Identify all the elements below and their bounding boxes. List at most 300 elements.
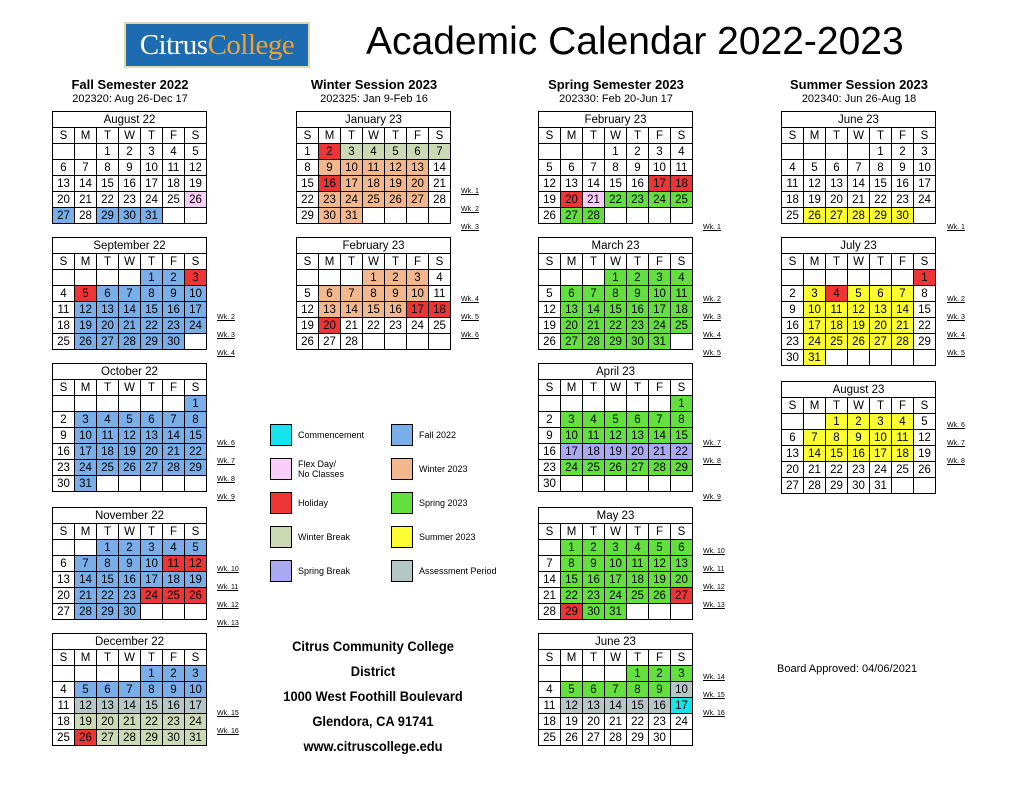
week-number-link[interactable]: Wk. 8: [703, 458, 721, 465]
week-number-link[interactable]: Wk. 10: [703, 548, 725, 555]
legend-label: Winter 2023: [419, 464, 468, 474]
day-cell: 17: [870, 446, 892, 462]
day-cell: 22: [671, 444, 693, 460]
week-number-link[interactable]: Wk. 2: [703, 296, 721, 303]
day-cell: 21: [119, 714, 141, 730]
day-cell: 13: [407, 160, 429, 176]
month-name: April 23: [539, 364, 693, 380]
day-cell: 15: [297, 176, 319, 192]
week-number-link[interactable]: Wk. 3: [703, 314, 721, 321]
day-cell: 12: [605, 428, 627, 444]
day-cell: 20: [97, 714, 119, 730]
week-number-link[interactable]: Wk. 3: [461, 224, 479, 231]
week-number-link[interactable]: Wk. 2: [217, 314, 235, 321]
empty-day-cell: [53, 144, 75, 160]
day-cell: 2: [583, 540, 605, 556]
day-cell: 28: [848, 208, 870, 224]
day-cell: 13: [782, 446, 804, 462]
day-cell: 24: [649, 192, 671, 208]
day-cell: 3: [605, 540, 627, 556]
week-number-link[interactable]: Wk. 8: [947, 458, 965, 465]
day-cell: 4: [826, 286, 848, 302]
day-cell: 26: [649, 588, 671, 604]
day-cell: 26: [75, 730, 97, 746]
day-cell: 21: [163, 444, 185, 460]
day-cell: 19: [297, 318, 319, 334]
day-cell: 20: [826, 192, 848, 208]
day-cell: 23: [119, 192, 141, 208]
day-cell: 19: [185, 572, 207, 588]
weekday-header: W: [119, 128, 141, 144]
day-cell: 7: [119, 286, 141, 302]
day-cell: 15: [97, 572, 119, 588]
day-cell: 21: [583, 318, 605, 334]
week-number-link[interactable]: Wk. 9: [703, 494, 721, 501]
day-cell: 28: [892, 334, 914, 350]
legend-label: Holiday: [298, 498, 329, 508]
day-cell: 21: [583, 192, 605, 208]
day-cell: 25: [671, 318, 693, 334]
empty-day-cell: [75, 270, 97, 286]
day-cell: 9: [627, 160, 649, 176]
week-number-link[interactable]: Wk. 4: [947, 332, 965, 339]
day-cell: 12: [539, 302, 561, 318]
day-cell: 30: [627, 334, 649, 350]
day-cell: 9: [163, 682, 185, 698]
day-cell: 9: [848, 430, 870, 446]
day-cell: 20: [671, 572, 693, 588]
day-cell: 6: [97, 286, 119, 302]
semester-subtitle: 202340: Jun 26-Aug 18: [801, 93, 917, 105]
empty-day-cell: [185, 476, 207, 492]
weekday-header: W: [605, 128, 627, 144]
week-number-link[interactable]: Wk. 6: [947, 422, 965, 429]
day-cell: 26: [561, 730, 583, 746]
day-cell: 4: [539, 682, 561, 698]
week-number-link[interactable]: Wk. 16: [217, 728, 239, 735]
day-cell: 5: [561, 682, 583, 698]
empty-day-cell: [319, 270, 341, 286]
week-number-link[interactable]: Wk. 5: [461, 314, 479, 321]
day-cell: 26: [848, 334, 870, 350]
day-cell: 24: [341, 192, 363, 208]
weekday-header: T: [583, 650, 605, 666]
day-cell: 11: [53, 698, 75, 714]
day-cell: 5: [385, 144, 407, 160]
weekday-header: S: [539, 524, 561, 540]
day-cell: 17: [649, 176, 671, 192]
legend-swatch: [270, 560, 292, 582]
week-number-link[interactable]: Wk. 9: [217, 494, 235, 501]
week-number-link[interactable]: Wk. 15: [217, 710, 239, 717]
weekday-header: W: [605, 524, 627, 540]
day-cell: 20: [561, 318, 583, 334]
day-cell: 3: [185, 270, 207, 286]
board-approved-note: Board Approved: 04/06/2021: [777, 663, 918, 675]
day-cell: 1: [561, 540, 583, 556]
day-cell: 16: [848, 446, 870, 462]
day-cell: 9: [583, 556, 605, 572]
empty-day-cell: [627, 208, 649, 224]
day-cell: 6: [782, 430, 804, 446]
day-cell: 3: [561, 412, 583, 428]
empty-day-cell: [914, 350, 936, 366]
week-number-link[interactable]: Wk. 1: [461, 188, 479, 195]
day-cell: 16: [649, 698, 671, 714]
empty-day-cell: [163, 396, 185, 412]
empty-day-cell: [385, 208, 407, 224]
day-cell: 2: [627, 270, 649, 286]
day-cell: 21: [75, 192, 97, 208]
day-cell: 14: [75, 572, 97, 588]
week-number-link[interactable]: Wk. 3: [217, 332, 235, 339]
day-cell: 26: [185, 588, 207, 604]
day-cell: 10: [649, 160, 671, 176]
day-cell: 12: [649, 556, 671, 572]
day-cell: 1: [826, 414, 848, 430]
empty-day-cell: [826, 144, 848, 160]
weekday-header: T: [97, 650, 119, 666]
semester-subtitle: 202330: Feb 20-Jun 17: [559, 93, 673, 105]
weekday-header: S: [185, 650, 207, 666]
day-cell: 8: [561, 556, 583, 572]
day-cell: 15: [141, 698, 163, 714]
day-cell: 16: [583, 572, 605, 588]
day-cell: 22: [870, 192, 892, 208]
empty-day-cell: [826, 350, 848, 366]
day-cell: 2: [163, 666, 185, 682]
day-cell: 1: [141, 270, 163, 286]
week-number-link[interactable]: Wk. 2: [947, 296, 965, 303]
empty-day-cell: [892, 270, 914, 286]
weekday-header: T: [627, 650, 649, 666]
day-cell: 22: [605, 318, 627, 334]
empty-day-cell: [429, 334, 451, 350]
day-cell: 7: [605, 682, 627, 698]
empty-day-cell: [163, 476, 185, 492]
week-number-link[interactable]: Wk. 5: [703, 350, 721, 357]
week-number-link[interactable]: Wk. 12: [217, 602, 239, 609]
day-cell: 2: [163, 270, 185, 286]
weekday-header: S: [53, 254, 75, 270]
day-cell: 17: [185, 698, 207, 714]
day-cell: 9: [627, 286, 649, 302]
day-cell: 20: [561, 192, 583, 208]
day-cell: 11: [97, 428, 119, 444]
weekday-header: M: [75, 380, 97, 396]
day-cell: 9: [385, 286, 407, 302]
day-cell: 16: [782, 318, 804, 334]
day-cell: 3: [185, 666, 207, 682]
month-name: February 23: [297, 238, 451, 254]
day-cell: 15: [627, 698, 649, 714]
weekday-header: S: [185, 254, 207, 270]
day-cell: 23: [319, 192, 341, 208]
day-cell: 21: [804, 462, 826, 478]
day-cell: 18: [671, 176, 693, 192]
day-cell: 12: [297, 302, 319, 318]
weekday-header: F: [407, 128, 429, 144]
day-cell: 5: [75, 682, 97, 698]
day-cell: 31: [649, 334, 671, 350]
address-block: [276, 634, 469, 759]
day-cell: 14: [848, 176, 870, 192]
day-cell: 27: [627, 460, 649, 476]
empty-day-cell: [539, 396, 561, 412]
empty-day-cell: [561, 476, 583, 492]
logo-text-college: College: [207, 28, 295, 61]
semester-subtitle: 202325: Jan 9-Feb 16: [320, 93, 428, 105]
day-cell: 7: [163, 412, 185, 428]
day-cell: 23: [583, 588, 605, 604]
day-cell: 30: [892, 208, 914, 224]
month-name: March 23: [539, 238, 693, 254]
day-cell: 4: [892, 414, 914, 430]
day-cell: 2: [782, 286, 804, 302]
empty-day-cell: [429, 208, 451, 224]
weekday-header: T: [141, 254, 163, 270]
day-cell: 10: [75, 428, 97, 444]
day-cell: 25: [429, 318, 451, 334]
day-cell: 18: [53, 318, 75, 334]
day-cell: 12: [804, 176, 826, 192]
weekday-header: T: [141, 128, 163, 144]
day-cell: 13: [583, 698, 605, 714]
week-number-link[interactable]: Wk. 6: [461, 332, 479, 339]
weekday-header: S: [53, 380, 75, 396]
day-cell: 8: [97, 160, 119, 176]
empty-day-cell: [892, 350, 914, 366]
weekday-header: T: [97, 128, 119, 144]
day-cell: 24: [185, 318, 207, 334]
week-number-link[interactable]: Wk. 15: [703, 692, 725, 699]
empty-day-cell: [627, 476, 649, 492]
day-cell: 27: [870, 334, 892, 350]
weekday-header: T: [583, 380, 605, 396]
empty-day-cell: [649, 208, 671, 224]
week-number-link[interactable]: Wk. 13: [703, 602, 725, 609]
day-cell: 20: [53, 192, 75, 208]
day-cell: 19: [75, 714, 97, 730]
week-number-link[interactable]: Wk. 16: [703, 710, 725, 717]
week-number-link[interactable]: Wk. 1: [947, 224, 965, 231]
weekday-header: F: [407, 254, 429, 270]
week-number-link[interactable]: Wk. 11: [217, 584, 239, 591]
day-cell: 13: [671, 556, 693, 572]
day-cell: 27: [583, 730, 605, 746]
day-cell: 16: [539, 444, 561, 460]
day-cell: 8: [97, 556, 119, 572]
day-cell: 20: [782, 462, 804, 478]
day-cell: 7: [341, 286, 363, 302]
week-number-link[interactable]: Wk. 12: [703, 584, 725, 591]
day-cell: 10: [671, 682, 693, 698]
legend-swatch: [391, 492, 413, 514]
day-cell: 3: [870, 414, 892, 430]
day-cell: 30: [119, 604, 141, 620]
day-cell: 10: [870, 430, 892, 446]
day-cell: 19: [561, 714, 583, 730]
weekday-header: S: [671, 650, 693, 666]
day-cell: 20: [407, 176, 429, 192]
day-cell: 14: [649, 428, 671, 444]
week-number-link[interactable]: Wk. 10: [217, 566, 239, 573]
week-number-link[interactable]: Wk. 5: [947, 350, 965, 357]
day-cell: 25: [363, 192, 385, 208]
empty-day-cell: [385, 334, 407, 350]
weekday-header: S: [914, 128, 936, 144]
week-number-link[interactable]: Wk. 7: [947, 440, 965, 447]
winter-session-heading: [296, 78, 452, 106]
empty-day-cell: [804, 144, 826, 160]
legend-label: Assessment Period: [419, 566, 497, 576]
day-cell: 31: [75, 476, 97, 492]
day-cell: 27: [826, 208, 848, 224]
day-cell: 2: [319, 144, 341, 160]
district-name: Citrus Community College District: [292, 638, 454, 679]
weekday-header: F: [163, 650, 185, 666]
month-calendar: [52, 237, 207, 350]
week-number-link[interactable]: Wk. 6: [217, 440, 235, 447]
empty-day-cell: [627, 604, 649, 620]
day-cell: 15: [561, 572, 583, 588]
week-number-link[interactable]: Wk. 11: [703, 566, 725, 573]
semester-title: Spring Semester 2023: [548, 77, 684, 92]
day-cell: 11: [539, 698, 561, 714]
weekday-header: F: [649, 524, 671, 540]
day-cell: 23: [892, 192, 914, 208]
day-cell: 27: [671, 588, 693, 604]
day-cell: 14: [341, 302, 363, 318]
page-title: Academic Calendar 2022-2023: [366, 20, 904, 63]
weekday-header: M: [75, 254, 97, 270]
day-cell: 1: [870, 144, 892, 160]
week-number-link[interactable]: Wk. 4: [461, 296, 479, 303]
week-number-link[interactable]: Wk. 2: [461, 206, 479, 213]
month-name: October 22: [53, 364, 207, 380]
day-cell: 26: [385, 192, 407, 208]
empty-day-cell: [75, 396, 97, 412]
day-cell: 4: [163, 540, 185, 556]
day-cell: 10: [605, 556, 627, 572]
city-state-zip: Glendora, CA 91741: [312, 713, 434, 729]
weekday-header: M: [75, 128, 97, 144]
weekday-header: M: [75, 650, 97, 666]
empty-day-cell: [119, 396, 141, 412]
day-cell: 18: [782, 192, 804, 208]
empty-day-cell: [848, 350, 870, 366]
day-cell: 6: [561, 160, 583, 176]
day-cell: 18: [363, 176, 385, 192]
day-cell: 11: [429, 286, 451, 302]
month-name: August 23: [782, 382, 936, 398]
week-number-link[interactable]: Wk. 4: [703, 332, 721, 339]
day-cell: 11: [671, 286, 693, 302]
week-number-link[interactable]: Wk. 8: [217, 476, 235, 483]
month-calendar: [296, 111, 451, 224]
day-cell: 17: [914, 176, 936, 192]
weekday-header: S: [539, 650, 561, 666]
day-cell: 11: [671, 160, 693, 176]
day-cell: 19: [914, 446, 936, 462]
day-cell: 4: [671, 144, 693, 160]
empty-day-cell: [53, 540, 75, 556]
week-number-link[interactable]: Wk. 7: [703, 440, 721, 447]
day-cell: 29: [826, 478, 848, 494]
day-cell: 14: [804, 446, 826, 462]
day-cell: 22: [141, 318, 163, 334]
day-cell: 23: [782, 334, 804, 350]
empty-day-cell: [671, 334, 693, 350]
day-cell: 21: [341, 318, 363, 334]
weekday-header: W: [848, 254, 870, 270]
empty-day-cell: [185, 604, 207, 620]
weekday-header: W: [605, 650, 627, 666]
day-cell: 30: [782, 350, 804, 366]
day-cell: 3: [671, 666, 693, 682]
day-cell: 22: [297, 192, 319, 208]
day-cell: 23: [385, 318, 407, 334]
weekday-header: F: [649, 128, 671, 144]
week-number-link[interactable]: Wk. 3: [947, 314, 965, 321]
day-cell: 3: [914, 144, 936, 160]
week-number-link[interactable]: Wk. 4: [217, 350, 235, 357]
day-cell: 7: [848, 160, 870, 176]
weekday-header: S: [185, 128, 207, 144]
day-cell: 8: [141, 682, 163, 698]
weekday-header: S: [539, 254, 561, 270]
empty-day-cell: [53, 270, 75, 286]
day-cell: 5: [297, 286, 319, 302]
day-cell: 25: [671, 192, 693, 208]
day-cell: 15: [605, 302, 627, 318]
semester-title: Winter Session 2023: [310, 77, 438, 92]
day-cell: 24: [185, 714, 207, 730]
day-cell: 27: [407, 192, 429, 208]
day-cell: 3: [804, 286, 826, 302]
week-number-link[interactable]: Wk. 13: [217, 620, 239, 627]
website-link[interactable]: www.citruscollege.edu: [303, 738, 443, 754]
day-cell: 9: [119, 556, 141, 572]
week-number-link[interactable]: Wk. 7: [217, 458, 235, 465]
day-cell: 6: [53, 556, 75, 572]
weekday-header: F: [649, 380, 671, 396]
weekday-header: S: [539, 380, 561, 396]
day-cell: 30: [583, 604, 605, 620]
day-cell: 17: [671, 698, 693, 714]
month-calendar: [52, 507, 207, 620]
week-number-link[interactable]: Wk. 1: [703, 224, 721, 231]
day-cell: 12: [848, 302, 870, 318]
semester-title: Fall Semester 2022: [71, 77, 189, 92]
day-cell: 14: [75, 176, 97, 192]
day-cell: 22: [141, 714, 163, 730]
weekday-header: M: [561, 380, 583, 396]
day-cell: 29: [97, 604, 119, 620]
empty-day-cell: [539, 144, 561, 160]
day-cell: 11: [826, 302, 848, 318]
day-cell: 28: [605, 730, 627, 746]
day-cell: 9: [53, 428, 75, 444]
day-cell: 11: [583, 428, 605, 444]
week-number-link[interactable]: Wk. 14: [703, 674, 725, 681]
day-cell: 27: [97, 334, 119, 350]
weekday-header: F: [649, 254, 671, 270]
weekday-header: T: [870, 254, 892, 270]
day-cell: 26: [119, 460, 141, 476]
weekday-header: S: [539, 128, 561, 144]
day-cell: 28: [341, 334, 363, 350]
